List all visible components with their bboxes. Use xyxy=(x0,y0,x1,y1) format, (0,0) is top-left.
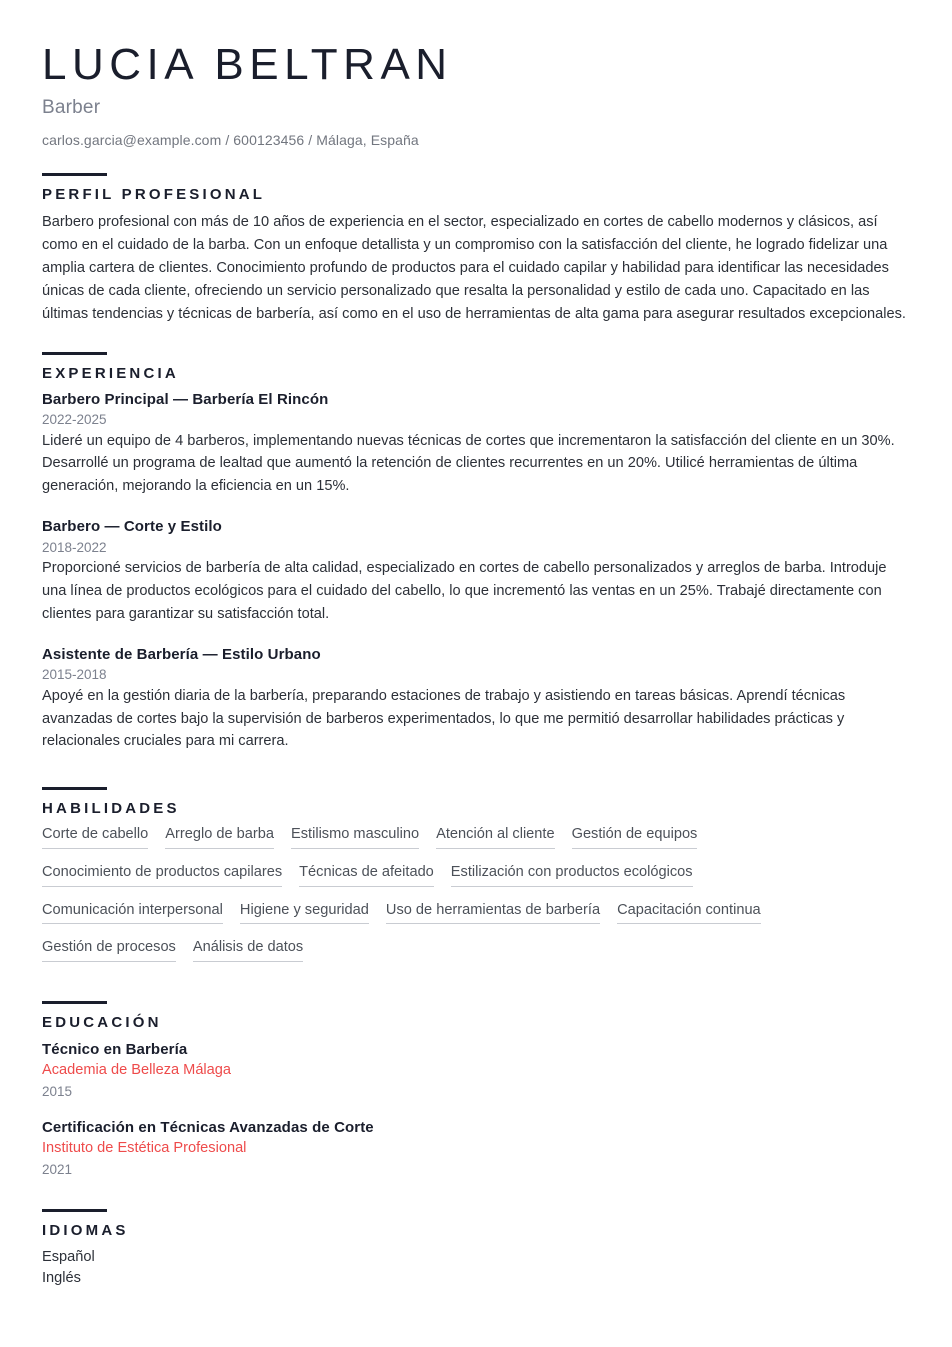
section-rule xyxy=(42,787,107,790)
education-school: Academia de Belleza Málaga xyxy=(42,1062,232,1079)
skill-tag: Higiene y seguridad xyxy=(240,901,369,925)
job-title: Asistente de Barbería — Estilo Urbano xyxy=(42,645,321,663)
experience-item xyxy=(42,645,910,754)
skill-tag: Corte de cabello xyxy=(42,825,148,849)
section-heading-experience: EXPERIENCIA xyxy=(42,364,179,382)
job-dates: 2018-2022 xyxy=(42,539,107,555)
page-title: LUCIA BELTRAN xyxy=(42,40,453,89)
language-item: Inglés xyxy=(42,1269,81,1286)
section-rule xyxy=(42,1001,107,1004)
skill-tag: Técnicas de afeitado xyxy=(299,863,434,887)
job-title: Barbero — Corte y Estilo xyxy=(42,518,222,536)
job-description: Apoyé en la gestión diaria de la barbería, preparando estaciones de trabajo y asistiendo en tareas básicas. Aprendí técnicas avanzadas de cortes bajo la supervisión de barberos experimentados, lo que me permitió desarrollar habilidades prácticas y relacionales cruciales para mi carrera. xyxy=(42,687,846,750)
section-heading-languages: IDIOMAS xyxy=(42,1221,129,1239)
section-education xyxy=(42,1001,910,1178)
section-heading-skills: HABILIDADES xyxy=(42,800,180,818)
education-degree: Certificación en Técnicas Avanzadas de Corte xyxy=(42,1119,374,1137)
section-experience xyxy=(42,352,910,754)
language-item: Español xyxy=(42,1248,95,1265)
skill-tag: Conocimiento de productos capilares xyxy=(42,863,282,887)
job-role-subtitle: Barber xyxy=(42,97,101,119)
section-heading-profile: PERFIL PROFESIONAL xyxy=(42,186,266,204)
skill-tag: Capacitación continua xyxy=(617,901,761,925)
skill-tag: Gestión de procesos xyxy=(42,938,176,962)
education-item xyxy=(42,1039,910,1100)
section-profile xyxy=(42,173,910,326)
skill-tag: Gestión de equipos xyxy=(572,825,698,849)
education-year: 2015 xyxy=(42,1083,73,1099)
job-description: Lideré un equipo de 4 barberos, implementando nuevas técnicas de cortes que incrementaron la satisfacción del cliente en un 30%. Desarrollé un programa de lealtad que aumentó la retención de clientes recurrentes en un 20%. Utilicé herramientas de última generación, mejorando la eficiencia en un 15%. xyxy=(42,432,895,495)
skill-tag: Análisis de datos xyxy=(193,938,303,962)
education-school: Instituto de Estética Profesional xyxy=(42,1140,247,1157)
job-dates: 2022-2025 xyxy=(42,412,107,428)
section-rule xyxy=(42,1209,107,1212)
skill-tag: Estilización con productos ecológicos xyxy=(451,863,693,887)
section-languages xyxy=(42,1209,910,1289)
job-title: Barbero Principal — Barbería El Rincón xyxy=(42,390,329,408)
skill-tag: Uso de herramientas de barbería xyxy=(386,901,600,925)
skill-tag: Arreglo de barba xyxy=(165,825,274,849)
education-degree: Técnico en Barbería xyxy=(42,1041,188,1059)
section-rule xyxy=(42,173,107,176)
job-dates: 2015-2018 xyxy=(42,667,107,683)
skills-list xyxy=(42,825,787,976)
resume-header xyxy=(42,0,910,149)
experience-item xyxy=(42,390,910,499)
section-rule xyxy=(42,352,107,355)
section-heading-education: EDUCACIÓN xyxy=(42,1014,162,1032)
experience-item xyxy=(42,517,910,626)
contact-line: carlos.garcia@example.com / 600123456 / Málaga, España xyxy=(42,132,419,149)
education-year: 2021 xyxy=(42,1162,73,1177)
profile-text: Barbero profesional con más de 10 años de experiencia en el sector, especializado en cortes de cabello modernos y clásicos, así como en el cuidado de la barba. Con un enfoque detallista y un compromiso con la satisfacción del cliente, he logrado fidelizar una amplia cartera de clientes. Conocimiento profundo de productos para el cuidado capilar y habilidad para identificar las necesidades únicas de cada cliente, ofreciendo un servicio personalizado que resalta la personalidad y estilo de cada uno. Capacitado en las últimas tendencias y técnicas de barbería, así como en el uso de herramientas de alta gama para asegurar resultados excepcionales. xyxy=(42,214,906,322)
job-description: Proporcioné servicios de barbería de alta calidad, especializado en cortes de cabello personalizados y arreglos de barba. Introduje una línea de productos ecológicos para el cuidado del cabello, lo que incrementó las ventas en un 25%. Trabajé directamente con clientes para garantizar su satisfacción total. xyxy=(42,560,887,622)
section-skills xyxy=(42,787,910,976)
education-item xyxy=(42,1117,910,1178)
skill-tag: Atención al cliente xyxy=(436,825,554,849)
skill-tag: Estilismo masculino xyxy=(291,825,419,849)
skill-tag: Comunicación interpersonal xyxy=(42,901,223,925)
